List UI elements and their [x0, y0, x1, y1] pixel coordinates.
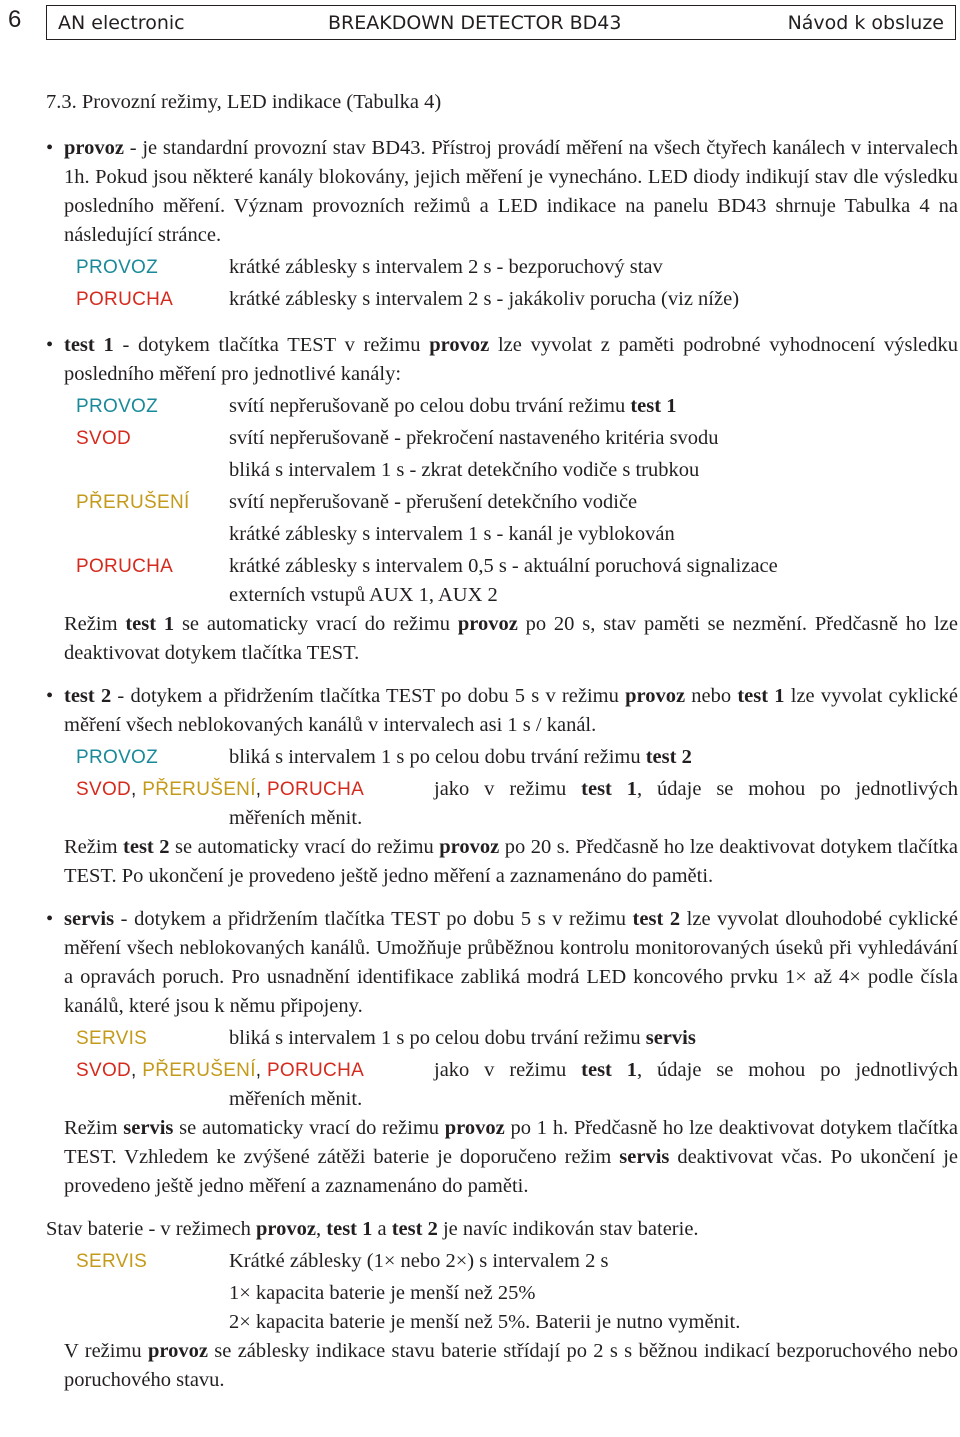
provoz-paragraph: provoz - je standardní provozní stav BD43. Přístroj provádí měření na všech čtyřech kanálech v intervalech 1h. Pokud jsou některé kanály blokovány, jejich měření je vynecháno. LED diody indikují stav dle výsledku posledního měření. Význam provozních režimů a LED indikace na panelu BD43 shrnuje Tabulka 4 na následující stránce.: [64, 137, 958, 246]
page-content: [46, 84, 958, 1395]
led-row-multi: [76, 775, 958, 804]
bullet-mark: •: [46, 334, 54, 356]
test2-after-paragraph: Režim test 2 se automaticky vrací do režimu provoz po 20 s. Předčasně ho lze deaktivovat dotykem tlačítka TEST. Po ukončení je provedeno ještě jedno měření a zaznamenáno do paměti.: [64, 836, 958, 887]
led-text: svítí nepřerušovaně - překročení nastaveného kritéria svodu: [229, 427, 719, 449]
led-label-empty: [76, 456, 229, 485]
led-text: krátké záblesky s intervalem 0,5 s - aktuální poruchová signalizace: [229, 555, 778, 577]
led-text: krátké záblesky s intervalem 1 s - kanál je vyblokován: [229, 523, 675, 545]
battery-after-paragraph: V režimu provoz se záblesky indikace stavu baterie střídají po 2 s s běžnou indikací bezporuchového nebo poruchového stavu.: [64, 1340, 958, 1391]
led-label-preruseni: PŘERUŠENÍ: [76, 492, 190, 513]
led-label-provoz: PROVOZ: [76, 396, 159, 417]
test2-paragraph: test 2 - dotykem a přidržením tlačítka TEST po dobu 5 s v režimu provoz nebo test 1 lze vyvolat cyklické měření všech neblokovaných kanálů v intervalech asi 1 s / kanál.: [64, 685, 958, 736]
led-text-continuation: externích vstupů AUX 1, AUX 2: [229, 584, 498, 606]
led-label-empty: [76, 520, 229, 549]
battery-line-2: 2× kapacita baterie je menší než 5%. Baterii je nutno vyměnit.: [229, 1311, 741, 1333]
led-text: bliká s intervalem 1 s - zkrat detekčního vodiče s trubkou: [229, 459, 700, 481]
battery-paragraph: Stav baterie - v režimech provoz, test 1 a test 2 je navíc indikován stav baterie.: [46, 1218, 699, 1240]
led-label-provoz: PROVOZ: [76, 257, 159, 278]
led-row-provoz: [76, 743, 958, 772]
led-label-multi: SVOD, PŘERUŠENÍ, PORUCHA: [76, 1060, 365, 1081]
led-row-provoz: [76, 392, 958, 421]
led-row-preruseni-cont: [76, 520, 958, 549]
led-row-porucha: [76, 285, 958, 314]
bullet-mark: •: [46, 685, 54, 707]
led-row-provoz: [76, 253, 958, 282]
led-label-servis: SERVIS: [76, 1251, 148, 1272]
test1-after-paragraph: Režim test 1 se automaticky vrací do režimu provoz po 20 s, stav paměti se nezmění. Předčasně ho lze deaktivovat dotykem tlačítka TEST.: [64, 613, 958, 664]
led-text: bliká s intervalem 1 s po celou dobu trvání režimu test 2: [229, 746, 692, 768]
led-text-continuation: měřeních měnit.: [229, 807, 363, 829]
running-header: [46, 5, 956, 40]
led-label-provoz: PROVOZ: [76, 747, 159, 768]
servis-after-paragraph: Režim servis se automaticky vrací do režimu provoz po 1 h. Předčasně ho lze deaktivovat dotykem tlačítka TEST. Vzhledem ke zvýšené zátěži baterie je doporučeno režim servis deaktivovat včas. Po ukončení je provedeno ještě jedno měření a zaznamenáno do paměti.: [64, 1117, 958, 1197]
led-text: bliká s intervalem 1 s po celou dobu trvání režimu servis: [229, 1027, 696, 1049]
test1-paragraph: test 1 - dotykem tlačítka TEST v režimu provoz lze vyvolat z paměti podrobné vyhodnocení výsledku posledního měření pro jednotlivé kanály:: [64, 334, 959, 385]
led-label-multi: SVOD, PŘERUŠENÍ, PORUCHA: [76, 779, 365, 800]
led-text: jako v režimu test 1, údaje se mohou po jednotlivých: [434, 778, 958, 800]
led-text: krátké záblesky s intervalem 2 s - bezporuchový stav: [229, 256, 663, 278]
section-title: 7.3. Provozní režimy, LED indikace (Tabulka 4): [46, 91, 442, 113]
led-row-svod-cont: [76, 456, 958, 485]
bullet-test1: [46, 331, 958, 389]
bullet-test2: [46, 682, 958, 740]
led-text: jako v režimu test 1, údaje se mohou po jednotlivých: [434, 1059, 958, 1081]
page-number: 6: [8, 6, 22, 33]
led-text: svítí nepřerušovaně - přerušení detekčního vodiče: [229, 491, 638, 513]
led-text: krátké záblesky s intervalem 2 s - jakákoliv porucha (viz níže): [229, 288, 740, 310]
led-row-svod: [76, 424, 958, 453]
bullet-mark: •: [46, 908, 54, 930]
led-label-porucha: PORUCHA: [76, 556, 174, 577]
led-row-preruseni: [76, 488, 958, 517]
led-row-servis: [76, 1247, 958, 1276]
battery-line-1: 1× kapacita baterie je menší než 25%: [229, 1282, 536, 1304]
servis-paragraph: servis - dotykem a přidržením tlačítka TEST po dobu 5 s v režimu test 2 lze vyvolat dlouhodobé cyklické měření všech neblokovaných kanálů. Umožňuje průběžnou kontrolu monitorovaných úseků při vyhledávání a opravách poruch. Pro usnadnění identifikace zabliká modrá LED koncového prvku 1× až 4× podle čísla kanálů, které jsou k němu připojeny.: [64, 908, 958, 1017]
led-text: Krátké záblesky (1× nebo 2×) s intervalem 2 s: [229, 1250, 609, 1272]
bullet-servis: [46, 905, 958, 1021]
led-row-servis: [76, 1024, 958, 1053]
bullet-provoz: [46, 134, 958, 250]
bullet-mark: •: [46, 137, 54, 159]
header-company: AN electronic: [58, 11, 185, 34]
led-row-porucha: [76, 552, 958, 581]
led-label-porucha: PORUCHA: [76, 289, 174, 310]
header-doc-title: Návod k obsluze: [787, 11, 944, 34]
led-text-continuation: měřeních měnit.: [229, 1088, 363, 1110]
led-label-servis: SERVIS: [76, 1028, 148, 1049]
led-row-multi: [76, 1056, 958, 1085]
led-label-svod: SVOD: [76, 428, 132, 449]
header-product: BREAKDOWN DETECTOR BD43: [328, 11, 622, 34]
led-text: svítí nepřerušovaně po celou dobu trvání režimu test 1: [229, 395, 677, 417]
